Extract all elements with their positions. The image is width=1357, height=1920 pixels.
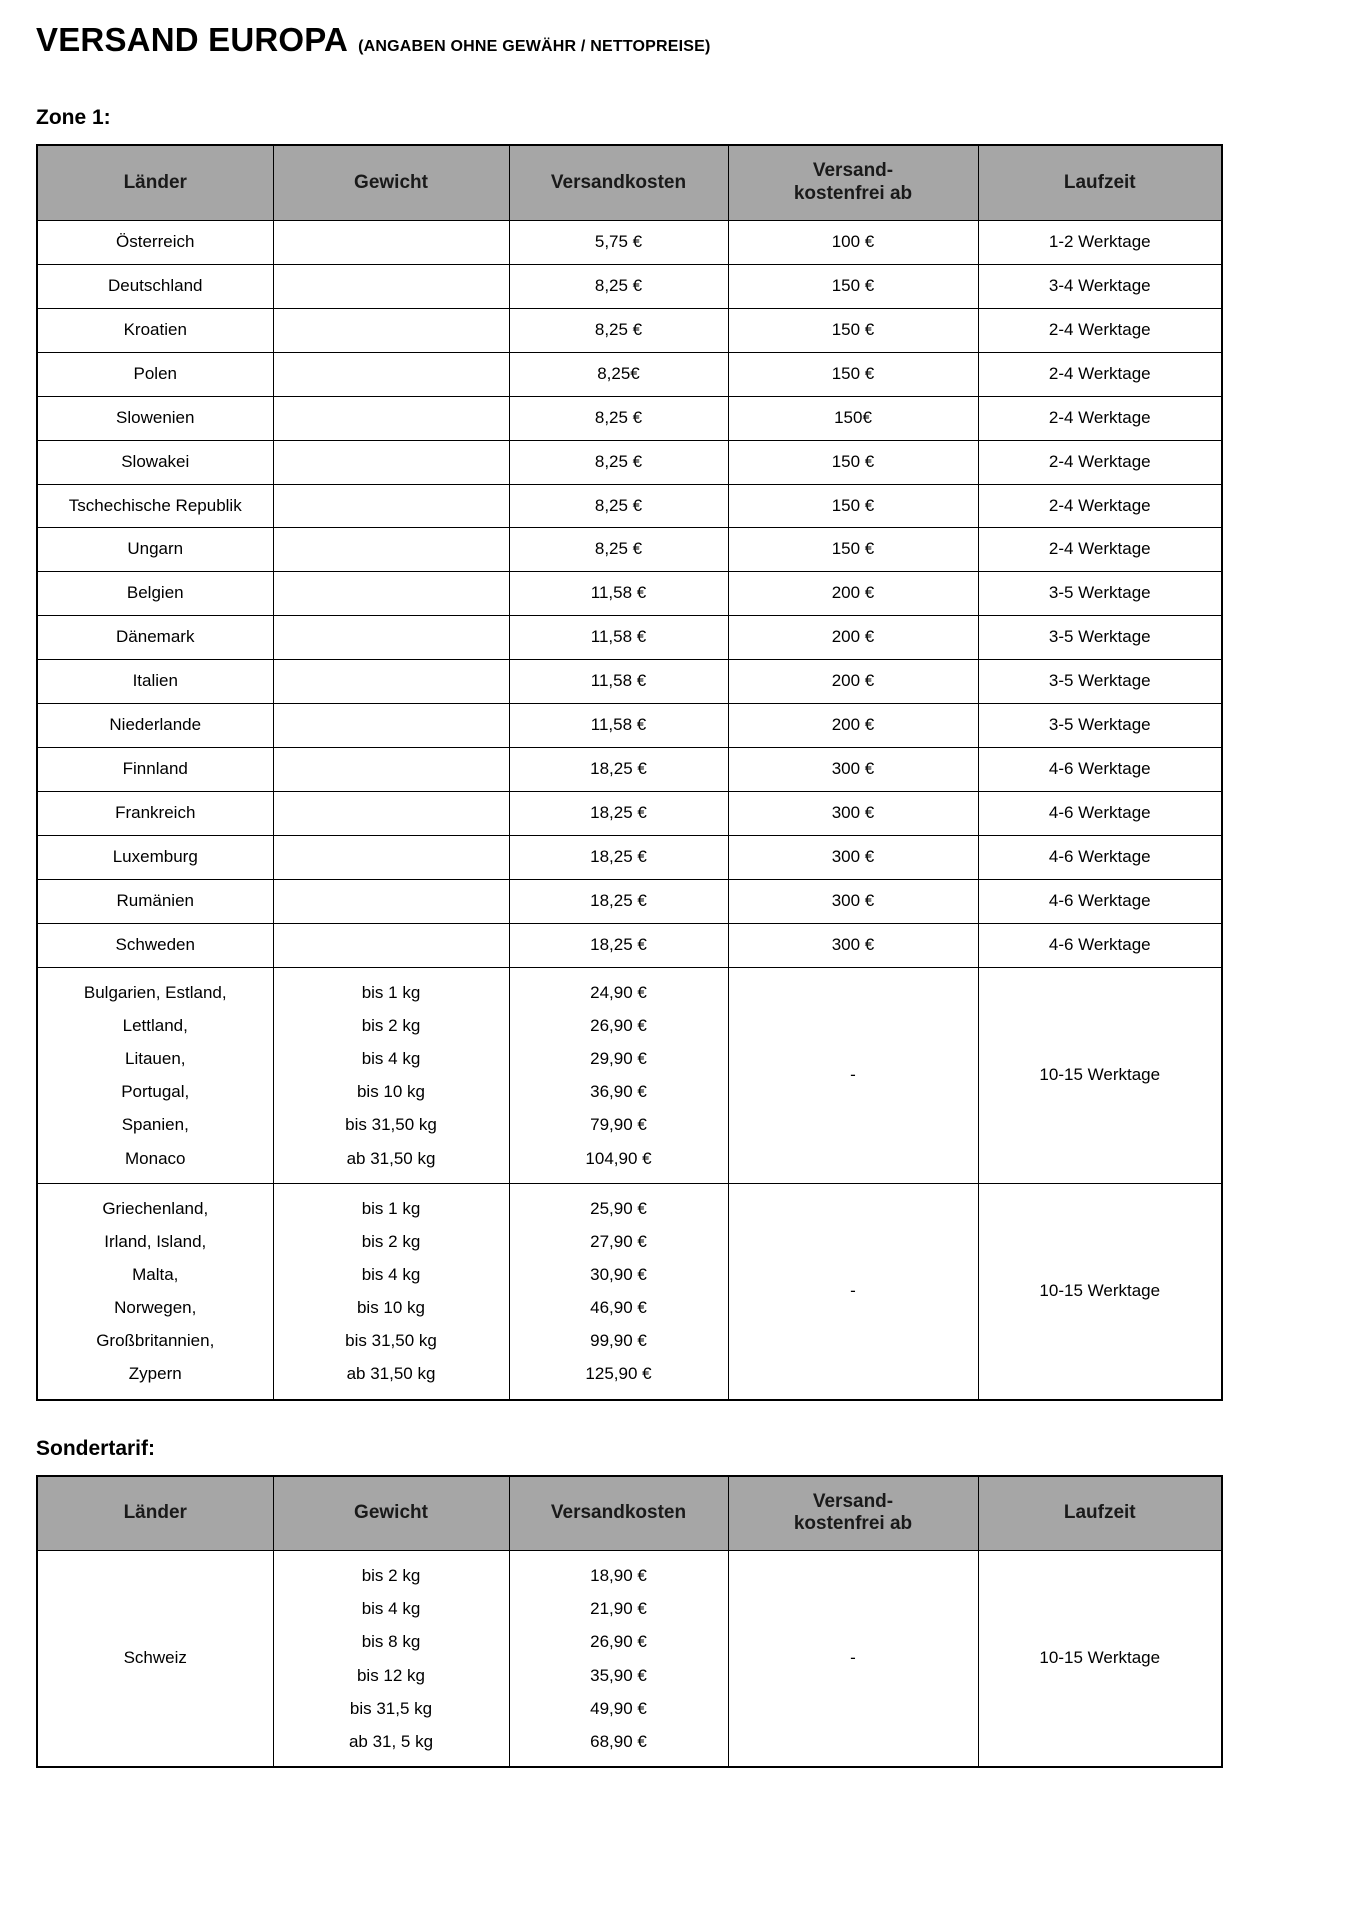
- cell-versandkostenfrei: 150 €: [728, 440, 978, 484]
- cell-land-line: Portugal,: [121, 1082, 190, 1102]
- cell-gewicht-line: bis 31,5 kg: [349, 1698, 433, 1718]
- cell-land-list: [37, 1183, 273, 1399]
- cell-gewicht-line: bis 10 kg: [356, 1082, 426, 1102]
- cell-gewicht: [273, 528, 509, 572]
- table-row-group: [37, 1551, 1222, 1767]
- cell-laufzeit: 3-4 Werktage: [978, 264, 1222, 308]
- cell-gewicht-line: ab 31,50 kg: [346, 1364, 436, 1384]
- cell-land: Polen: [37, 352, 273, 396]
- table-row: [37, 748, 1222, 792]
- cell-land: Deutschland: [37, 264, 273, 308]
- cell-gewicht: [273, 352, 509, 396]
- cell-land: Dänemark: [37, 616, 273, 660]
- cell-versandkosten-line: 26,90 €: [590, 1632, 647, 1652]
- cell-gewicht: [273, 440, 509, 484]
- cell-laufzeit: 10-15 Werktage: [978, 1183, 1222, 1399]
- cell-laufzeit: 2-4 Werktage: [978, 396, 1222, 440]
- cell-land-list: [37, 967, 273, 1183]
- cell-laufzeit: 2-4 Werktage: [978, 308, 1222, 352]
- table-row: [37, 396, 1222, 440]
- table-row-group: [37, 967, 1222, 1183]
- column-header-versandkostenfrei-line2: kostenfrei ab: [793, 1513, 913, 1535]
- column-header-versandkostenfrei: [728, 145, 978, 220]
- cell-land-line: Spanien,: [121, 1115, 189, 1135]
- cell-versandkosten: 8,25 €: [509, 484, 728, 528]
- cell-versandkosten-line: 46,90 €: [590, 1298, 647, 1318]
- cell-versandkosten: 8,25€: [509, 352, 728, 396]
- cell-gewicht: [273, 220, 509, 264]
- cell-versandkosten-line: 99,90 €: [590, 1331, 647, 1351]
- cell-laufzeit: 2-4 Werktage: [978, 352, 1222, 396]
- table-row: [37, 616, 1222, 660]
- cell-laufzeit: 4-6 Werktage: [978, 923, 1222, 967]
- cell-versandkosten: 8,25 €: [509, 440, 728, 484]
- cell-gewicht: [273, 923, 509, 967]
- table-row: [37, 352, 1222, 396]
- cell-versandkostenfrei: 150 €: [728, 264, 978, 308]
- cell-versandkosten-line: 26,90 €: [590, 1015, 647, 1035]
- cell-versandkostenfrei: 200 €: [728, 704, 978, 748]
- cell-versandkosten-line: 49,90 €: [590, 1698, 647, 1718]
- cell-land: Schweden: [37, 923, 273, 967]
- cell-gewicht: [273, 572, 509, 616]
- cell-laufzeit: 10-15 Werktage: [978, 1551, 1222, 1767]
- cell-land-line: Griechenland,: [102, 1198, 209, 1218]
- cell-gewicht: [273, 264, 509, 308]
- cell-versandkosten-line: 25,90 €: [590, 1198, 647, 1218]
- cell-land: Slowakei: [37, 440, 273, 484]
- table-header-row: [37, 1476, 1222, 1551]
- table-row: [37, 879, 1222, 923]
- cell-versandkosten-line: 68,90 €: [590, 1731, 647, 1751]
- cell-gewicht-line: bis 1 kg: [361, 982, 421, 1002]
- cell-versandkosten-line: 104,90 €: [585, 1148, 652, 1168]
- cell-versandkostenfrei: 150 €: [728, 308, 978, 352]
- table-row: [37, 836, 1222, 880]
- cell-gewicht: [273, 704, 509, 748]
- cell-gewicht-list: [273, 967, 509, 1183]
- column-header-laufzeit: Laufzeit: [978, 1476, 1222, 1551]
- cell-gewicht: [273, 308, 509, 352]
- cell-gewicht-line: bis 1 kg: [361, 1198, 421, 1218]
- table-header-row: [37, 145, 1222, 220]
- cell-gewicht-line: bis 4 kg: [361, 1264, 421, 1284]
- cell-gewicht-line: bis 2 kg: [361, 1015, 421, 1035]
- cell-land-line: Irland, Island,: [104, 1231, 207, 1251]
- table-row: [37, 440, 1222, 484]
- cell-land: Luxemburg: [37, 836, 273, 880]
- cell-versandkostenfrei: 150 €: [728, 528, 978, 572]
- cell-versandkosten-list: [509, 1183, 728, 1399]
- cell-versandkosten: 18,25 €: [509, 748, 728, 792]
- zone1-table-body: [37, 220, 1222, 1399]
- table-row: [37, 792, 1222, 836]
- cell-gewicht-line: bis 31,50 kg: [345, 1115, 437, 1135]
- cell-versandkosten-line: 21,90 €: [590, 1599, 647, 1619]
- cell-land-line: Norwegen,: [114, 1298, 197, 1318]
- cell-gewicht: [273, 836, 509, 880]
- cell-versandkosten-line: 24,90 €: [590, 982, 647, 1002]
- cell-versandkosten: 18,25 €: [509, 836, 728, 880]
- column-header-versandkostenfrei-line1: Versand-: [812, 160, 894, 182]
- cell-versandkosten-line: 18,90 €: [590, 1566, 647, 1586]
- cell-land: Rumänien: [37, 879, 273, 923]
- cell-versandkostenfrei: 300 €: [728, 748, 978, 792]
- cell-land-line: Zypern: [128, 1364, 182, 1384]
- cell-land: Schweiz: [37, 1551, 273, 1767]
- cell-land-line: Malta,: [132, 1264, 179, 1284]
- cell-land-line: Lettland,: [122, 1015, 188, 1035]
- cell-versandkostenfrei: 300 €: [728, 879, 978, 923]
- table-row-group: [37, 1183, 1222, 1399]
- cell-versandkosten: 11,58 €: [509, 572, 728, 616]
- cell-gewicht-line: ab 31,50 kg: [346, 1148, 436, 1168]
- sondertarif-table: [36, 1475, 1223, 1768]
- cell-versandkostenfrei: 150€: [728, 396, 978, 440]
- cell-versandkosten: 8,25 €: [509, 264, 728, 308]
- column-header-versandkostenfrei-line1: Versand-: [812, 1490, 894, 1512]
- cell-land-line: Monaco: [125, 1148, 186, 1168]
- cell-land: Frankreich: [37, 792, 273, 836]
- cell-land-line: Litauen,: [125, 1049, 186, 1069]
- cell-versandkostenfrei: -: [728, 967, 978, 1183]
- cell-gewicht-list: [273, 1183, 509, 1399]
- column-header-versandkostenfrei-line2: kostenfrei ab: [793, 183, 913, 205]
- column-header-versandkosten: Versandkosten: [509, 1476, 728, 1551]
- table-row: [37, 220, 1222, 264]
- cell-gewicht-line: bis 12 kg: [356, 1665, 426, 1685]
- cell-versandkosten-line: 79,90 €: [590, 1115, 647, 1135]
- cell-versandkosten-line: 27,90 €: [590, 1231, 647, 1251]
- cell-laufzeit: 4-6 Werktage: [978, 748, 1222, 792]
- cell-versandkostenfrei: 200 €: [728, 572, 978, 616]
- cell-land: Belgien: [37, 572, 273, 616]
- table-row: [37, 484, 1222, 528]
- cell-laufzeit: 10-15 Werktage: [978, 967, 1222, 1183]
- cell-laufzeit: 4-6 Werktage: [978, 879, 1222, 923]
- table-row: [37, 528, 1222, 572]
- cell-versandkostenfrei: 300 €: [728, 792, 978, 836]
- cell-laufzeit: 3-5 Werktage: [978, 660, 1222, 704]
- cell-laufzeit: 2-4 Werktage: [978, 440, 1222, 484]
- cell-land: Finnland: [37, 748, 273, 792]
- cell-versandkostenfrei: 200 €: [728, 616, 978, 660]
- column-header-laender: Länder: [37, 1476, 273, 1551]
- page-title-subtitle: (ANGABEN OHNE GEWÄHR / NETTOPREISE): [358, 38, 711, 55]
- cell-land: Tschechische Republik: [37, 484, 273, 528]
- cell-gewicht-line: bis 4 kg: [361, 1599, 421, 1619]
- cell-gewicht-line: bis 4 kg: [361, 1049, 421, 1069]
- cell-versandkosten: 8,25 €: [509, 396, 728, 440]
- cell-versandkosten: 5,75 €: [509, 220, 728, 264]
- cell-versandkosten-list: [509, 967, 728, 1183]
- cell-versandkosten-line: 30,90 €: [590, 1264, 647, 1284]
- cell-versandkostenfrei: 300 €: [728, 923, 978, 967]
- cell-versandkosten: 8,25 €: [509, 308, 728, 352]
- cell-versandkostenfrei: -: [728, 1183, 978, 1399]
- cell-gewicht: [273, 616, 509, 660]
- cell-laufzeit: 2-4 Werktage: [978, 484, 1222, 528]
- cell-laufzeit: 3-5 Werktage: [978, 704, 1222, 748]
- cell-versandkosten-list: [509, 1551, 728, 1767]
- cell-versandkostenfrei: 150 €: [728, 352, 978, 396]
- page-title: [36, 22, 1321, 58]
- cell-land: Ungarn: [37, 528, 273, 572]
- cell-versandkostenfrei: 300 €: [728, 836, 978, 880]
- cell-land: Österreich: [37, 220, 273, 264]
- zone1-table: [36, 144, 1223, 1400]
- cell-gewicht-line: bis 31,50 kg: [345, 1331, 437, 1351]
- cell-laufzeit: 4-6 Werktage: [978, 836, 1222, 880]
- cell-gewicht-list: [273, 1551, 509, 1767]
- cell-gewicht: [273, 396, 509, 440]
- cell-land: Italien: [37, 660, 273, 704]
- cell-gewicht-line: bis 2 kg: [361, 1231, 421, 1251]
- cell-versandkostenfrei: -: [728, 1551, 978, 1767]
- cell-gewicht: [273, 660, 509, 704]
- table-row: [37, 572, 1222, 616]
- cell-versandkostenfrei: 150 €: [728, 484, 978, 528]
- column-header-gewicht: Gewicht: [273, 1476, 509, 1551]
- cell-versandkosten-line: 35,90 €: [590, 1665, 647, 1685]
- cell-versandkosten-line: 36,90 €: [590, 1082, 647, 1102]
- cell-gewicht-line: ab 31, 5 kg: [348, 1731, 434, 1751]
- cell-gewicht-line: bis 8 kg: [361, 1632, 421, 1652]
- table-row: [37, 264, 1222, 308]
- column-header-gewicht: Gewicht: [273, 145, 509, 220]
- sondertarif-table-body: [37, 1551, 1222, 1767]
- page-title-main: VERSAND EUROPA: [36, 21, 349, 58]
- cell-land: Niederlande: [37, 704, 273, 748]
- section-heading-zone1: Zone 1:: [36, 106, 111, 130]
- cell-land-line: Großbritannien,: [96, 1331, 215, 1351]
- column-header-laufzeit: Laufzeit: [978, 145, 1222, 220]
- cell-versandkosten: 18,25 €: [509, 879, 728, 923]
- cell-land-line: Bulgarien, Estland,: [83, 982, 227, 1002]
- cell-land: Kroatien: [37, 308, 273, 352]
- cell-laufzeit: 2-4 Werktage: [978, 528, 1222, 572]
- cell-versandkosten-line: 125,90 €: [585, 1364, 652, 1384]
- cell-gewicht: [273, 484, 509, 528]
- cell-laufzeit: 3-5 Werktage: [978, 572, 1222, 616]
- cell-versandkostenfrei: 200 €: [728, 660, 978, 704]
- cell-versandkostenfrei: 100 €: [728, 220, 978, 264]
- table-row: [37, 308, 1222, 352]
- cell-laufzeit: 4-6 Werktage: [978, 792, 1222, 836]
- cell-versandkosten: 11,58 €: [509, 616, 728, 660]
- column-header-versandkostenfrei: [728, 1476, 978, 1551]
- table-row: [37, 660, 1222, 704]
- cell-versandkosten: 11,58 €: [509, 660, 728, 704]
- cell-laufzeit: 1-2 Werktage: [978, 220, 1222, 264]
- cell-land: Slowenien: [37, 396, 273, 440]
- cell-gewicht-line: bis 2 kg: [361, 1566, 421, 1586]
- cell-gewicht: [273, 879, 509, 923]
- cell-laufzeit: 3-5 Werktage: [978, 616, 1222, 660]
- cell-versandkosten: 8,25 €: [509, 528, 728, 572]
- cell-versandkosten: 18,25 €: [509, 792, 728, 836]
- section-heading-sondertarif: Sondertarif:: [36, 1436, 156, 1460]
- cell-gewicht: [273, 792, 509, 836]
- column-header-laender: Länder: [37, 145, 273, 220]
- cell-gewicht-line: bis 10 kg: [356, 1298, 426, 1318]
- cell-versandkosten: 18,25 €: [509, 923, 728, 967]
- column-header-versandkosten: Versandkosten: [509, 145, 728, 220]
- cell-versandkosten: 11,58 €: [509, 704, 728, 748]
- table-row: [37, 704, 1222, 748]
- cell-gewicht: [273, 748, 509, 792]
- cell-versandkosten-line: 29,90 €: [590, 1049, 647, 1069]
- table-row: [37, 923, 1222, 967]
